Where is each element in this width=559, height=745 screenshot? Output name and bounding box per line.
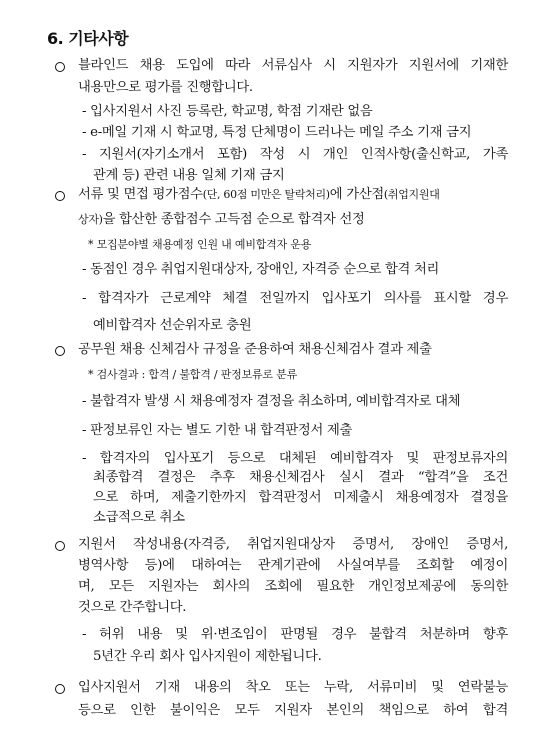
circle-bullet-icon: [55, 346, 65, 356]
sub-item-line: 관계 등) 관련 내용 일체 기재 금지: [93, 168, 285, 183]
sub-item-line: - 입사지원서 사진 등록란, 학교명, 학점 기재란 없음: [82, 104, 373, 119]
item-text-line: 병역사항 등)에 대하여는 관계기관에 사실여부를 조회할 예정이: [78, 558, 508, 573]
note-line: * 모집분야별 채용예정 인원 내 예비합격자 운용: [88, 238, 312, 251]
circle-bullet-icon: [55, 191, 65, 201]
item-text-line: [78, 187, 440, 203]
section-title: 6. 기타사항: [47, 29, 129, 48]
sub-item-line: - 합격자가 근로계약 체결 전일까지 입사포기 의사를 표시할 경우: [82, 291, 508, 306]
circle-bullet-icon: [55, 541, 65, 551]
sub-item-line: 소급적으로 취소: [93, 510, 185, 525]
sub-item-line: - 판정보류인 자는 별도 기한 내 합격판정서 제출: [82, 423, 353, 438]
circle-bullet-icon: [55, 62, 65, 72]
selection-text: 을 합산한 종합점수 고득점 순으로 합격자 선정: [102, 212, 365, 227]
item-text-line: 입사지원서 기재 내용의 착오 또는 누락, 서류미비 및 연락불능: [78, 680, 508, 695]
score-condition: (단, 60점 미만은 탈락처리): [202, 188, 330, 201]
sub-item-line: 으로 하며, 제출기한까지 합격판정서 미제출시 채용예정자 결정을: [93, 490, 508, 505]
sub-item-line: - 불합격자 발생 시 채용예정자 결정을 취소하며, 예비합격자로 대체: [82, 394, 461, 409]
sub-item-line: 예비합격자 선순위자로 충원: [93, 318, 252, 333]
item-text-line: [78, 212, 365, 228]
score-text: 서류 및 면접 평가점수: [78, 187, 203, 202]
bonus-target: (취업지원대: [383, 188, 440, 201]
bonus-target-end: 상자): [78, 213, 103, 226]
item-text-line: 블라인드 채용 도입에 따라 서류심사 시 지원자가 지원서에 기재한: [78, 58, 508, 73]
sub-item-line: - 허위 내용 및 위·변조임이 판명될 경우 불합격 처분하며 향후: [82, 627, 508, 642]
item-text-line: 며, 모든 지원자는 회사의 조회에 필요한 개인정보제공에 동의한: [78, 579, 508, 594]
item-text-line: 지원서 작성내용(자격증, 취업지원대상자 증명서, 장애인 증명서,: [78, 537, 508, 552]
sub-item-line: - e-메일 기재 시 학교명, 특정 단체명이 드러나는 메일 주소 기재 금지: [82, 125, 472, 140]
item-text-line: 등으로 인한 불이익은 모두 지원자 본인의 책임으로 하여 합격: [78, 703, 508, 718]
sub-item-line: 최종합격 결정은 추후 채용신체검사 실시 결과 “합격”을 조건: [93, 470, 508, 485]
sub-item-line: - 합격자의 입사포기 등으로 대체된 예비합격자 및 판정보류자의: [82, 451, 508, 466]
note-line: * 검사결과 : 합격 / 불합격 / 판정보류로 분류: [88, 368, 298, 381]
item-text-line: 것으로 간주합니다.: [78, 600, 187, 615]
item-text-line: 공무원 채용 신체검사 규정을 준용하여 채용신체검사 결과 제출: [78, 342, 432, 357]
item-text-line: 내용만으로 평가를 진행합니다.: [78, 80, 253, 95]
sub-item-line: - 지원서(자기소개서 포함) 작성 시 개인 인적사항(출신학교, 가족: [82, 147, 508, 162]
circle-bullet-icon: [55, 684, 65, 694]
sub-item-line: - 동점인 경우 취업지원대상자, 장애인, 자격증 순으로 합격 처리: [82, 262, 440, 277]
bonus-text: 에 가산점: [329, 187, 384, 202]
sub-item-line: 5년간 우리 회사 입사지원이 제한됩니다.: [93, 649, 322, 664]
